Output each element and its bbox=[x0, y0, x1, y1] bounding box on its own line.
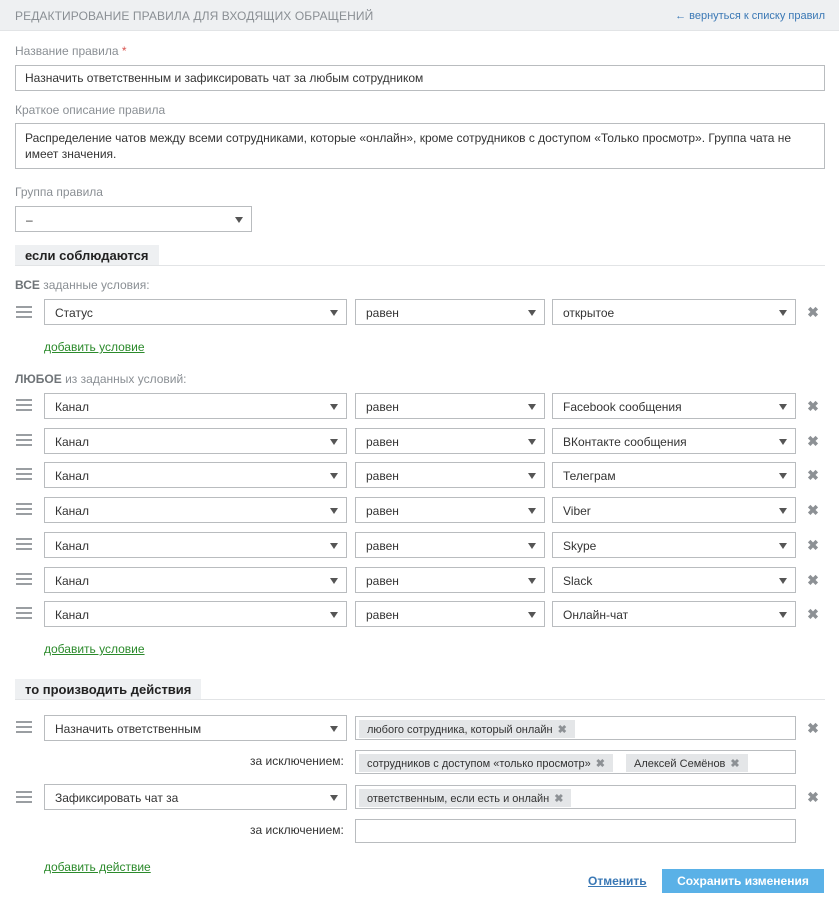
condition-operator-select[interactable]: равен bbox=[355, 428, 545, 454]
back-to-rules-link[interactable]: ← вернуться к списку правил bbox=[675, 10, 825, 22]
cancel-link[interactable]: Отменить bbox=[588, 874, 647, 888]
chevron-down-icon bbox=[528, 310, 536, 316]
chevron-down-icon bbox=[330, 543, 338, 549]
drag-handle-icon[interactable] bbox=[16, 607, 32, 619]
chevron-down-icon bbox=[528, 404, 536, 410]
rule-description-label: Краткое описание правила bbox=[15, 103, 166, 117]
delete-condition-icon[interactable]: ✖ bbox=[807, 502, 819, 518]
chevron-down-icon bbox=[779, 404, 787, 410]
remove-tag-icon[interactable]: ✖ bbox=[554, 793, 564, 805]
remove-tag-icon[interactable]: ✖ bbox=[595, 758, 605, 770]
drag-handle-icon[interactable] bbox=[16, 573, 32, 585]
condition-value-select[interactable]: ВКонтакте сообщения bbox=[552, 428, 796, 454]
delete-condition-icon[interactable]: ✖ bbox=[807, 467, 819, 483]
condition-value-select[interactable]: Skype bbox=[552, 532, 796, 558]
chevron-down-icon bbox=[779, 473, 787, 479]
action-type-select[interactable]: Назначить ответственным bbox=[44, 715, 347, 741]
chevron-down-icon bbox=[528, 508, 536, 514]
condition-field-select[interactable]: Канал bbox=[44, 462, 347, 488]
action-except-tags[interactable] bbox=[355, 750, 796, 774]
delete-condition-icon[interactable]: ✖ bbox=[807, 572, 819, 588]
add-action-link[interactable]: добавить действие bbox=[44, 860, 151, 874]
delete-condition-icon[interactable]: ✖ bbox=[807, 537, 819, 553]
tag-chip: сотрудников с доступом «только просмотр» ✖ bbox=[359, 754, 613, 772]
all-conditions-label: ВСЕ заданные условия: bbox=[15, 278, 150, 292]
chevron-down-icon bbox=[528, 439, 536, 445]
action-target-tags[interactable] bbox=[355, 716, 796, 740]
condition-value-select[interactable]: Онлайн-чат bbox=[552, 601, 796, 627]
condition-operator-select[interactable]: равен bbox=[355, 532, 545, 558]
condition-field-select[interactable]: Канал bbox=[44, 428, 347, 454]
drag-handle-icon[interactable] bbox=[16, 721, 32, 733]
drag-handle-icon[interactable] bbox=[16, 399, 32, 411]
delete-condition-icon[interactable]: ✖ bbox=[807, 398, 819, 414]
condition-operator-select[interactable]: равен bbox=[355, 601, 545, 627]
section-divider bbox=[15, 265, 825, 266]
chevron-down-icon bbox=[330, 795, 338, 801]
chevron-down-icon bbox=[779, 439, 787, 445]
actions-section-title: то производить действия bbox=[15, 679, 201, 699]
condition-field-select[interactable]: Канал bbox=[44, 393, 347, 419]
section-divider bbox=[15, 699, 825, 700]
condition-field-select[interactable]: Статус bbox=[44, 299, 347, 325]
chevron-down-icon bbox=[779, 508, 787, 514]
required-mark: * bbox=[121, 44, 127, 58]
chevron-down-icon bbox=[330, 726, 338, 732]
chevron-down-icon bbox=[528, 543, 536, 549]
chevron-down-icon bbox=[779, 578, 787, 584]
delete-condition-icon[interactable]: ✖ bbox=[807, 433, 819, 449]
chevron-down-icon bbox=[779, 612, 787, 618]
rule-name-input[interactable]: Назначить ответственным и зафиксировать чат за любым сотрудником bbox=[15, 65, 825, 91]
action-except-tags[interactable] bbox=[355, 819, 796, 843]
remove-tag-icon[interactable]: ✖ bbox=[730, 758, 740, 770]
chevron-down-icon bbox=[330, 439, 338, 445]
tag-chip: Алексей Семёнов ✖ bbox=[626, 754, 748, 772]
remove-tag-icon[interactable]: ✖ bbox=[557, 724, 567, 736]
drag-handle-icon[interactable] bbox=[16, 306, 32, 318]
drag-handle-icon[interactable] bbox=[16, 434, 32, 446]
any-conditions-label: ЛЮБОЕ из заданных условий: bbox=[15, 372, 187, 386]
except-label: за исключением: bbox=[250, 754, 344, 768]
chevron-down-icon bbox=[528, 578, 536, 584]
tag-chip: любого сотрудника, который онлайн ✖ bbox=[359, 720, 575, 738]
chevron-down-icon bbox=[330, 578, 338, 584]
action-target-tags[interactable] bbox=[355, 785, 796, 809]
condition-operator-select[interactable]: равен bbox=[355, 497, 545, 523]
condition-operator-select[interactable]: равен bbox=[355, 462, 545, 488]
condition-operator-select[interactable]: равен bbox=[355, 299, 545, 325]
condition-value-select[interactable]: Телеграм bbox=[552, 462, 796, 488]
drag-handle-icon[interactable] bbox=[16, 468, 32, 480]
rule-group-select[interactable]: – bbox=[15, 206, 252, 232]
tag-chip: ответственным, если есть и онлайн ✖ bbox=[359, 789, 571, 807]
drag-handle-icon[interactable] bbox=[16, 538, 32, 550]
chevron-down-icon bbox=[528, 473, 536, 479]
rule-group-label: Группа правила bbox=[15, 185, 103, 199]
condition-field-select[interactable]: Канал bbox=[44, 601, 347, 627]
add-condition-link[interactable]: добавить условие bbox=[44, 340, 145, 354]
condition-value-select[interactable]: Viber bbox=[552, 497, 796, 523]
condition-operator-select[interactable]: равен bbox=[355, 567, 545, 593]
chevron-down-icon bbox=[330, 404, 338, 410]
drag-handle-icon[interactable] bbox=[16, 503, 32, 515]
delete-action-icon[interactable]: ✖ bbox=[807, 789, 819, 805]
condition-field-select[interactable]: Канал bbox=[44, 497, 347, 523]
delete-action-icon[interactable]: ✖ bbox=[807, 720, 819, 736]
condition-value-select[interactable]: открытое bbox=[552, 299, 796, 325]
chevron-down-icon bbox=[779, 543, 787, 549]
chevron-down-icon bbox=[330, 508, 338, 514]
chevron-down-icon bbox=[235, 217, 243, 223]
chevron-down-icon bbox=[330, 612, 338, 618]
conditions-section-title: если соблюдаются bbox=[15, 245, 159, 265]
condition-field-select[interactable]: Канал bbox=[44, 532, 347, 558]
page-title: РЕДАКТИРОВАНИЕ ПРАВИЛА ДЛЯ ВХОДЯЩИХ ОБРАЩЕНИЙ bbox=[15, 9, 374, 23]
drag-handle-icon[interactable] bbox=[16, 791, 32, 803]
page-header bbox=[0, 0, 839, 31]
chevron-down-icon bbox=[779, 310, 787, 316]
condition-value-select[interactable]: Slack bbox=[552, 567, 796, 593]
condition-value-select[interactable]: Facebook сообщения bbox=[552, 393, 796, 419]
chevron-down-icon bbox=[330, 473, 338, 479]
except-label: за исключением: bbox=[250, 823, 344, 837]
add-condition-link[interactable]: добавить условие bbox=[44, 642, 145, 656]
rule-description-textarea[interactable]: Распределение чатов между всеми сотрудниками, которые «онлайн», кроме сотрудников с доступом «Только просмотр». Группа чата не имеет значения. bbox=[15, 123, 825, 169]
chevron-down-icon bbox=[330, 310, 338, 316]
condition-operator-select[interactable]: равен bbox=[355, 393, 545, 419]
condition-field-select[interactable]: Канал bbox=[44, 567, 347, 593]
action-type-select[interactable]: Зафиксировать чат за bbox=[44, 784, 347, 810]
chevron-down-icon bbox=[528, 612, 536, 618]
rule-name-label: Название правила * bbox=[15, 44, 127, 58]
save-changes-button[interactable]: Сохранить изменения bbox=[662, 869, 824, 893]
delete-condition-icon[interactable]: ✖ bbox=[807, 606, 819, 622]
delete-condition-icon[interactable]: ✖ bbox=[807, 304, 819, 320]
